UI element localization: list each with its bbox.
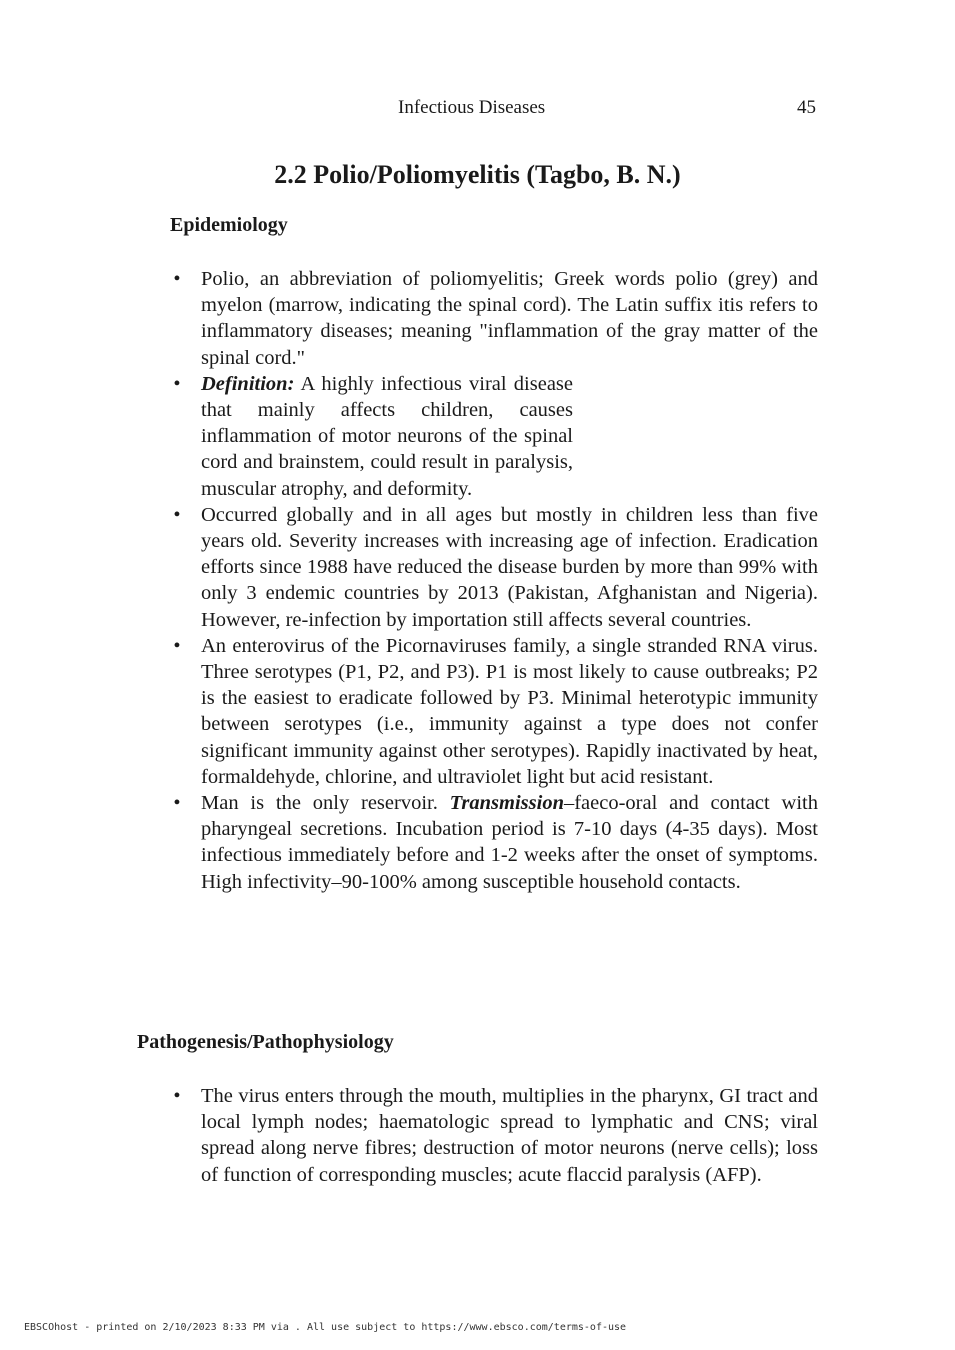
epidemiology-list xyxy=(170,266,818,895)
bullet-icon: • xyxy=(173,1085,181,1107)
list-item xyxy=(170,790,818,895)
bullet-icon: • xyxy=(173,372,181,395)
section-heading-epidemiology: Epidemiology xyxy=(170,214,288,236)
list-item-text: A highly infectious viral disease that mainly affects children, causes inflammation of motor neurons of the spinal cord and brainstem, could result in paralysis, muscular atrophy, and deformity. xyxy=(201,372,573,500)
list-item-text: –faeco-oral and contact with pharyngeal secretions. Incubation period is 7-10 days (4-35 days). Most infectious immediately before and 1-2 weeks after the onset of symptoms. High infectivity–90-100% among susceptible household contacts. xyxy=(201,792,818,893)
page-title: 2.2 Polio/Poliomyelitis (Tagbo, B. N.) xyxy=(274,160,681,189)
pathogenesis-list xyxy=(170,1083,818,1188)
list-item-text: Occurred globally and in all ages but mostly in children less than five years old. Severity increases with increasing age of infection. Eradication efforts since 1988 have reduced the disease burden by more than 99% with only 3 endemic countries by 2013 (Pakistan, Afghanistan and Nigeria). However, re-infection by importation still affects several countries. xyxy=(201,503,818,631)
footer-note: EBSCOhost - printed on 2/10/2023 8:33 PM via . All use subject to https://www.ebsco.com/terms-of-use xyxy=(24,1322,627,1333)
bullet-icon: • xyxy=(173,792,181,815)
bullet-icon: • xyxy=(173,268,181,290)
bullet-icon: • xyxy=(173,634,181,657)
list-item xyxy=(170,633,818,790)
list-item xyxy=(170,266,818,371)
list-item-definition xyxy=(170,371,573,502)
section-heading-pathogenesis: Pathogenesis/Pathophysiology xyxy=(137,1031,394,1053)
list-item-text: The virus enters through the mouth, multiplies in the pharynx, GI tract and local lymph nodes; haematologic spread to lymphatic and CNS; viral spread along nerve fibres; destruction of motor neurons (nerve cells); loss of function of corresponding muscles; acute flaccid paralysis (AFP). xyxy=(201,1085,818,1186)
list-item xyxy=(170,1083,818,1188)
page-number: 45 xyxy=(797,97,816,118)
definition-term: Definition: xyxy=(201,372,295,395)
list-item-text: Polio, an abbreviation of poliomyelitis; Greek words polio (grey) and myelon (marrow, indicating the spinal cord). The Latin suffix itis refers to inflammatory diseases; meaning "inflammation of the gray matter of the spinal cord." xyxy=(201,268,818,369)
transmission-term: Transmission xyxy=(449,792,564,815)
bullet-icon: • xyxy=(173,503,181,526)
list-item-text-before: Man is the only reservoir. xyxy=(201,792,450,815)
running-title: Infectious Diseases xyxy=(398,97,546,118)
list-item xyxy=(170,502,818,633)
list-item-text: An enterovirus of the Picornaviruses family, a single stranded RNA virus. Three serotypes (P1, P2, and P3). P1 is most likely to cause outbreaks; P2 is the easiest to eradicate followed by P3. Minimal heterotypic immunity between serotypes (i.e., immunity against a type does not confer significant immunity against other serotypes). Rapidly inactivated by heat, formaldehyde, chlorine, and ultraviolet light but acid resistant. xyxy=(201,634,818,788)
running-head xyxy=(0,97,955,121)
